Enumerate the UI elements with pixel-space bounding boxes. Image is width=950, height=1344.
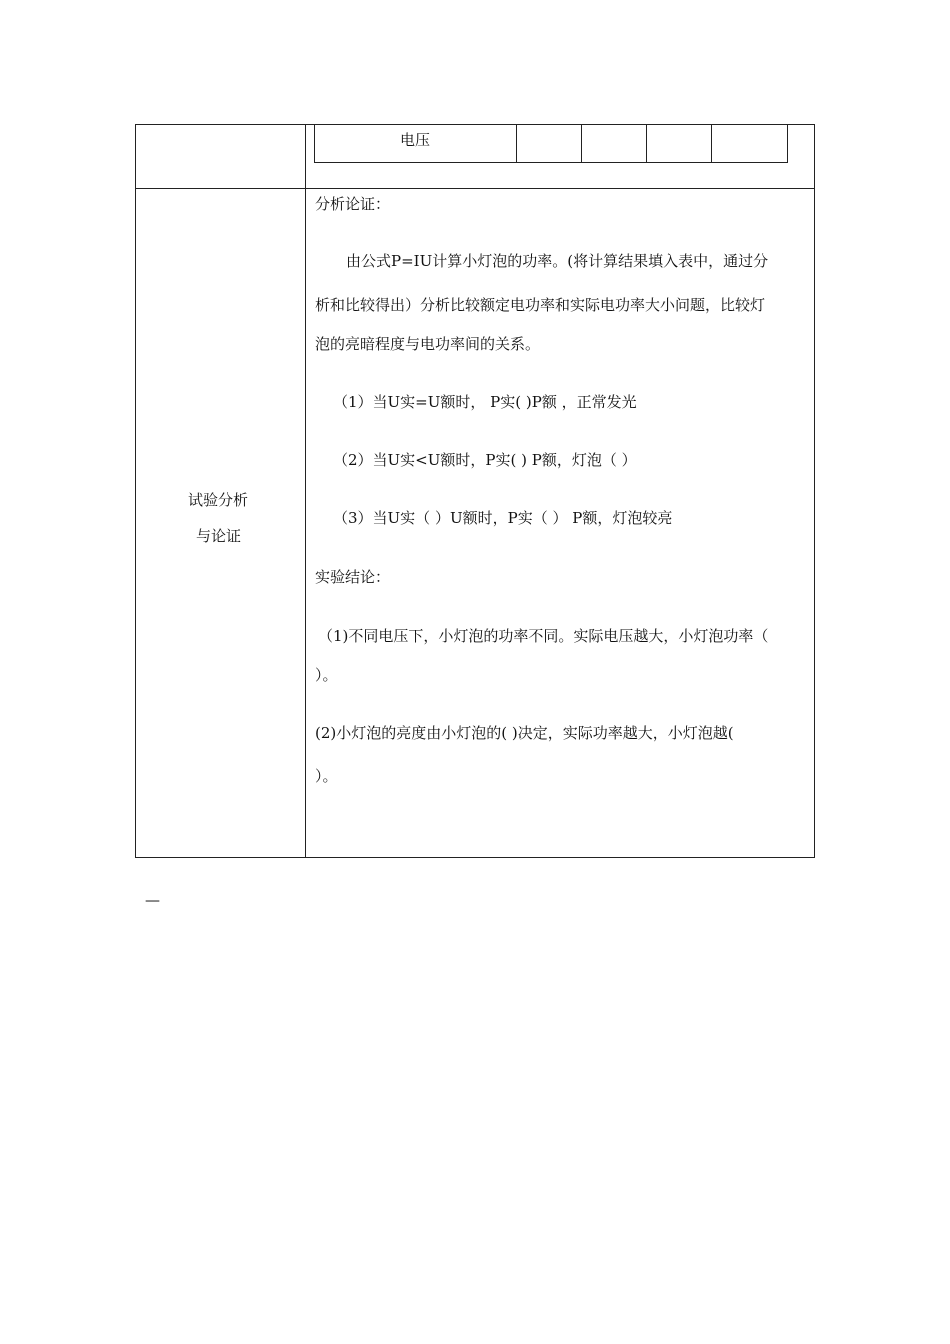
analysis-paragraph-line1: 由公式P=IU计算小灯泡的功率。(将计算结果填入表中，通过分	[346, 252, 769, 270]
conclusion-item-2-line1: (2)小灯泡的亮度由小灯泡的( )决定，实际功率越大，小灯泡越(	[315, 724, 734, 742]
conclusion-item-1-line1: （1)不同电压下，小灯泡的功率不同。实际电压越大，小灯泡功率（	[318, 627, 769, 645]
footer-dash: —	[145, 891, 160, 909]
analysis-paragraph-line3: 泡的亮暗程度与电功率间的关系。	[315, 335, 541, 353]
analysis-item-2: （2）当U实<U额时，P实( ) P额，灯泡（ ）	[333, 451, 637, 469]
conclusion-item-1-line2: ）。	[315, 666, 338, 684]
analysis-heading: 分析论证：	[315, 195, 391, 213]
conclusion-item-2-line2: ）。	[315, 767, 338, 785]
analysis-item-1: （1）当U实=U额时， P实( )P额 ，正常发光	[333, 393, 637, 411]
section-label-line1: 试验分析	[188, 491, 249, 509]
section-label-line2: 与论证	[196, 527, 242, 545]
analysis-paragraph-line2: 析和比较得出）分析比较额定电功率和实际电功率大小问题，比较灯	[315, 296, 766, 314]
voltage-header-cell: 电压	[400, 131, 431, 149]
analysis-item-3: （3）当U实（ ）U额时，P实（ ） P额，灯泡较亮	[333, 509, 673, 527]
conclusion-heading: 实验结论：	[315, 568, 391, 586]
